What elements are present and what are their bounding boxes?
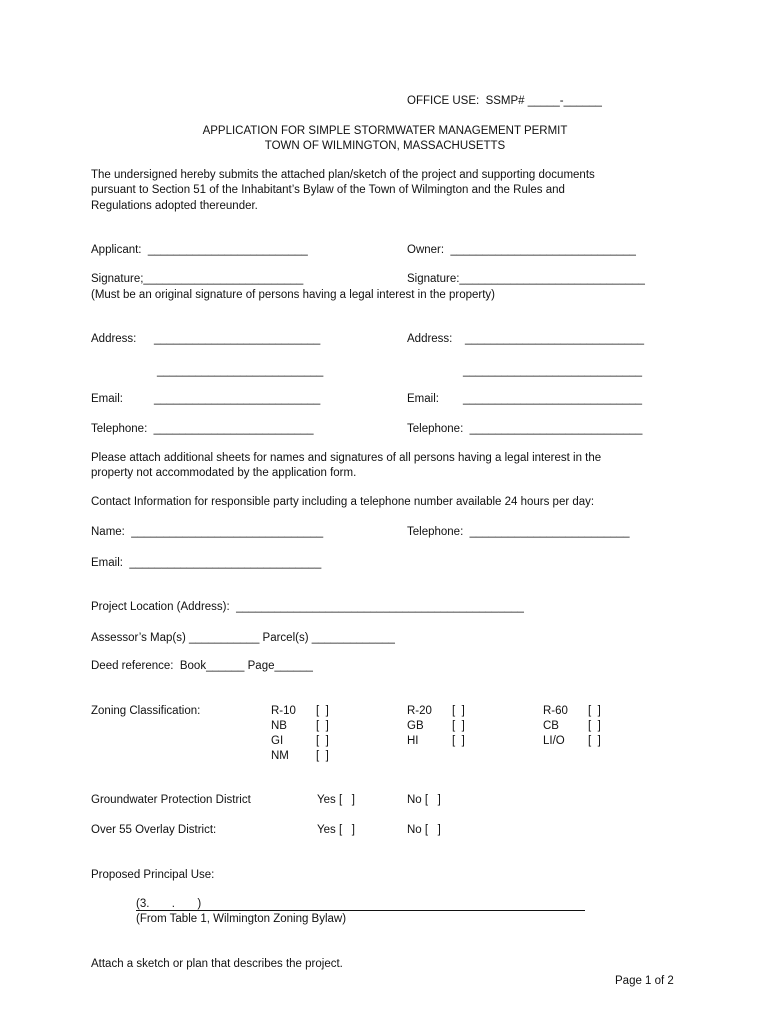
additional-sheets-note: Please attach additional sheets for names and signatures of all persons having a legal interest in the (91, 452, 602, 464)
groundwater-yes-checkbox[interactable]: Yes [ ] (317, 794, 355, 806)
contact-telephone-field[interactable]: Telephone: _________________________ (407, 526, 630, 538)
contact-email-field[interactable]: Email: ______________________________ (91, 557, 322, 569)
owner-address-line[interactable]: ____________________________ (465, 333, 645, 345)
office-use-label: OFFICE USE: SSMP# _____-______ (407, 95, 602, 107)
zoning-code: R-20 (407, 705, 432, 717)
applicant-field[interactable]: Applicant: _________________________ (91, 244, 308, 256)
zoning-code: NB (271, 720, 287, 732)
applicant-signature-field[interactable]: Signature;_________________________ (91, 273, 304, 285)
owner-email-label: Email: (407, 393, 439, 405)
proposed-use-code[interactable]: (3. . ) (136, 898, 202, 910)
zoning-code: R-60 (543, 705, 568, 717)
project-location-field[interactable]: Project Location (Address): _____________________________________________ (91, 601, 524, 613)
assessor-parcel-field[interactable]: Assessor’s Map(s) ___________ Parcel(s) _____________ (91, 632, 395, 644)
over55-district-label: Over 55 Overlay District: (91, 824, 217, 836)
owner-address-label: Address: (407, 333, 453, 345)
owner-field[interactable]: Owner: _____________________________ (407, 244, 636, 256)
applicant-address-line[interactable]: __________________________ (154, 333, 321, 345)
page-number: Page 1 of 2 (615, 975, 674, 987)
applicant-email-label: Email: (91, 393, 123, 405)
attach-sketch-note: Attach a sketch or plan that describes the project. (91, 958, 343, 970)
zoning-checkbox[interactable]: [ ] (588, 720, 601, 732)
proposed-use-underline (136, 910, 585, 911)
groundwater-no-checkbox[interactable]: No [ ] (407, 794, 441, 806)
applicant-telephone-field[interactable]: Telephone: _________________________ (91, 423, 314, 435)
form-subtitle-town: TOWN OF WILMINGTON, MASSACHUSETTS (264, 140, 506, 152)
zoning-code: GB (407, 720, 424, 732)
zoning-checkbox[interactable]: [ ] (316, 735, 329, 747)
groundwater-district-label: Groundwater Protection District (91, 794, 251, 806)
additional-sheets-note: property not accommodated by the application form. (91, 467, 357, 479)
zoning-checkbox[interactable]: [ ] (316, 750, 329, 762)
over55-yes-checkbox[interactable]: Yes [ ] (317, 824, 355, 836)
owner-signature-field[interactable]: Signature:_____________________________ (407, 273, 645, 285)
contact-intro: Contact Information for responsible party including a telephone number available 24 hours per day: (91, 496, 595, 508)
zoning-checkbox[interactable]: [ ] (316, 705, 329, 717)
zoning-checkbox[interactable]: [ ] (452, 735, 465, 747)
zoning-code: NM (271, 750, 289, 762)
zoning-checkbox[interactable]: [ ] (588, 735, 601, 747)
intro-line: pursuant to Section 51 of the Inhabitant’s Bylaw of the Town of Wilmington and the Rules and (91, 184, 565, 196)
signature-note: (Must be an original signature of persons having a legal interest in the property) (91, 289, 496, 301)
applicant-address-label: Address: (91, 333, 137, 345)
contact-name-field[interactable]: Name: ______________________________ (91, 526, 324, 538)
zoning-checkbox[interactable]: [ ] (452, 720, 465, 732)
zoning-checkbox[interactable]: [ ] (452, 705, 465, 717)
proposed-use-note: (From Table 1, Wilmington Zoning Bylaw) (136, 913, 347, 925)
zoning-checkbox[interactable]: [ ] (316, 720, 329, 732)
owner-telephone-field[interactable]: Telephone: ___________________________ (407, 423, 643, 435)
zoning-code: LI/O (543, 735, 565, 747)
zoning-code: CB (543, 720, 559, 732)
deed-reference-field[interactable]: Deed reference: Book______ Page______ (91, 660, 313, 672)
applicant-address-line[interactable]: __________________________ (157, 365, 324, 377)
proposed-use-label: Proposed Principal Use: (91, 869, 215, 881)
intro-line: The undersigned hereby submits the attached plan/sketch of the project and supporting documents (91, 169, 595, 181)
owner-address-line[interactable]: ____________________________ (463, 365, 643, 377)
zoning-code: R-10 (271, 705, 296, 717)
zoning-label: Zoning Classification: (91, 705, 201, 717)
owner-email-line[interactable]: ____________________________ (463, 393, 643, 405)
zoning-code: GI (271, 735, 284, 747)
zoning-checkbox[interactable]: [ ] (588, 705, 601, 717)
applicant-email-line[interactable]: __________________________ (154, 393, 321, 405)
intro-line: Regulations adopted thereunder. (91, 200, 258, 212)
form-title: APPLICATION FOR SIMPLE STORMWATER MANAGEMENT PERMIT (202, 125, 568, 137)
zoning-code: HI (407, 735, 419, 747)
over55-no-checkbox[interactable]: No [ ] (407, 824, 441, 836)
